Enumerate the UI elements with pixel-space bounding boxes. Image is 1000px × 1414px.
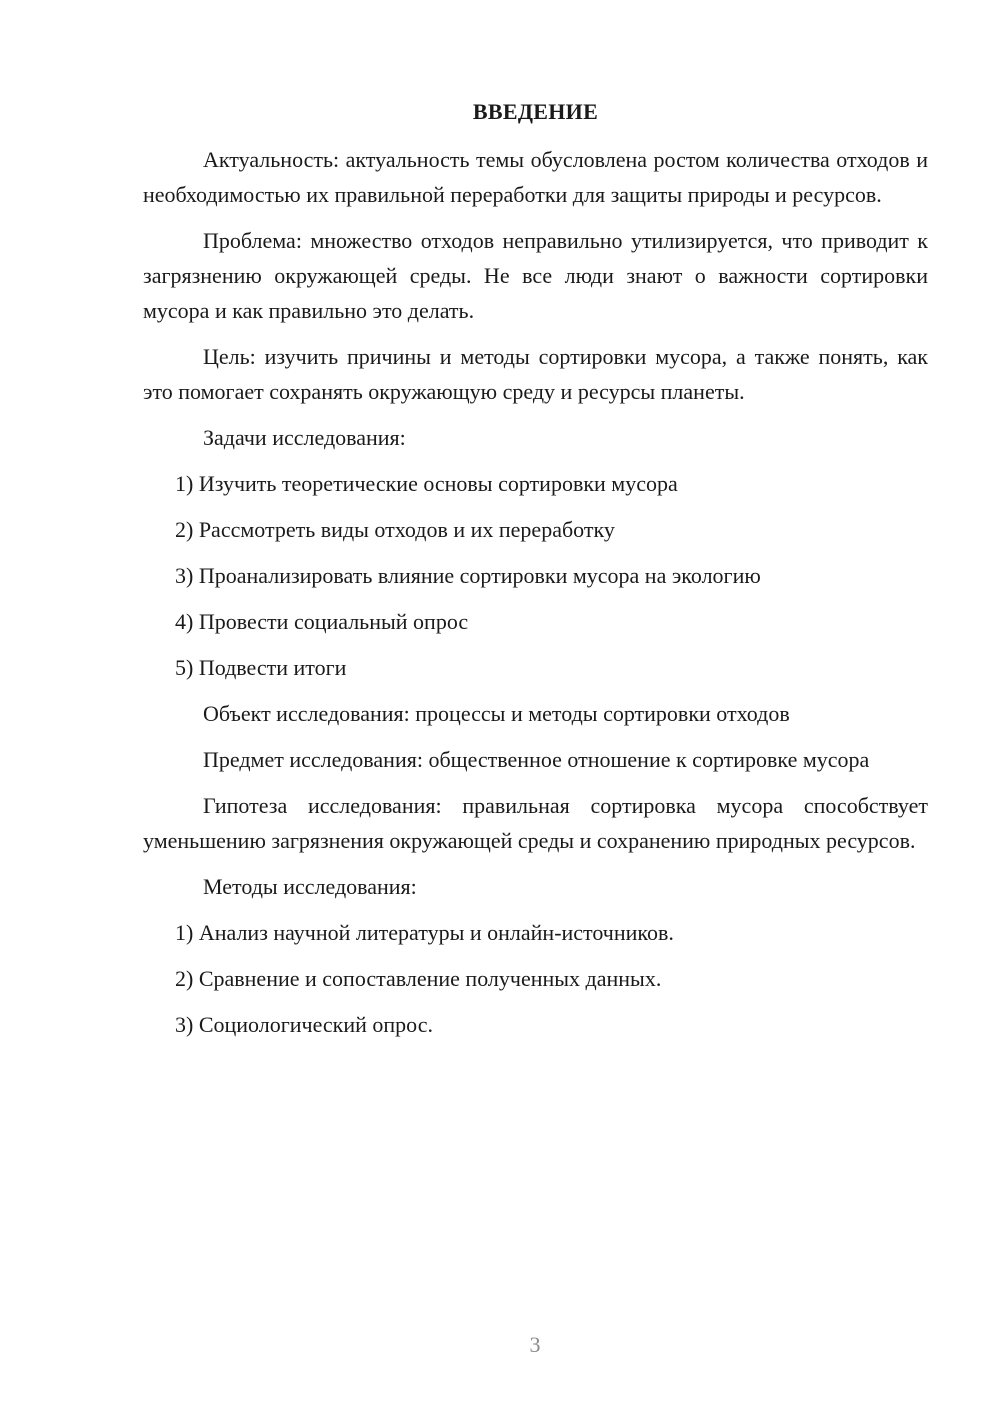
methods-list <box>143 915 928 1042</box>
document-page <box>143 94 928 1053</box>
list-item: 4) Провести социальный опрос <box>175 609 469 634</box>
list-item: 2) Сравнение и сопоставление полученных данных. <box>175 966 662 991</box>
tasks-heading: Задачи исследования: <box>203 425 406 450</box>
hypothesis-paragraph: Гипотеза исследования: правильная сортировка мусора способствует уменьшению загрязнения окружающей среды и сохранению природных ресурсов. <box>143 793 928 853</box>
page-number: 3 <box>529 1332 541 1357</box>
object-paragraph: Объект исследования: процессы и методы сортировки отходов <box>203 701 790 726</box>
list-item: 1) Изучить теоретические основы сортировки мусора <box>175 471 678 496</box>
page-title: ВВЕДЕНИЕ <box>472 99 599 124</box>
list-item: 3) Социологический опрос. <box>175 1012 433 1037</box>
list-item: 1) Анализ научной литературы и онлайн-источников. <box>175 920 674 945</box>
list-item: 5) Подвести итоги <box>175 655 347 680</box>
tasks-list <box>143 466 928 685</box>
subject-paragraph: Предмет исследования: общественное отношение к сортировке мусора <box>203 747 870 772</box>
relevance-paragraph: Актуальность: актуальность темы обусловлена ростом количества отходов и необходимостью их правильной переработки для защиты природы и ресурсов. <box>143 147 928 207</box>
goal-paragraph: Цель: изучить причины и методы сортировки мусора, а также понять, как это помогает сохранять окружающую среду и ресурсы планеты. <box>143 344 928 404</box>
methods-heading: Методы исследования: <box>203 874 417 899</box>
list-item: 2) Рассмотреть виды отходов и их переработку <box>175 517 615 542</box>
problem-paragraph: Проблема: множество отходов неправильно утилизируется, что приводит к загрязнению окружающей среды. Не все люди знают о важности сортировки мусора и как правильно это делать. <box>143 228 928 323</box>
list-item: 3) Проанализировать влияние сортировки мусора на экологию <box>175 563 761 588</box>
